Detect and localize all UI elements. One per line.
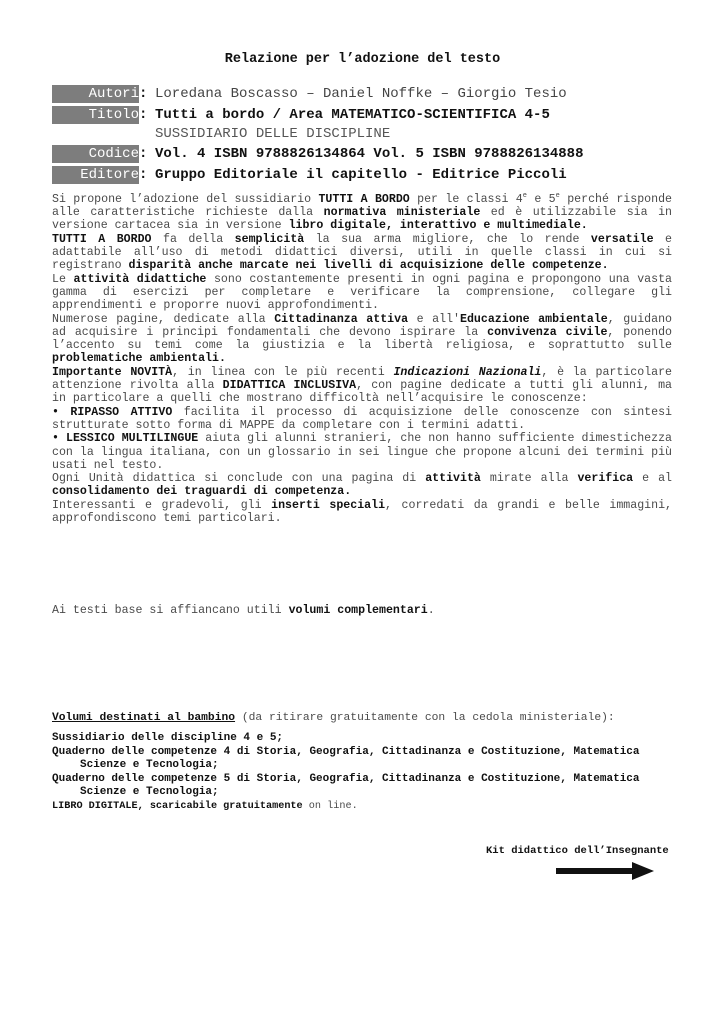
list-item: Sussidiario delle discipline 4 e 5; bbox=[52, 732, 284, 744]
paragraph-verification: Ogni Unità didattica si conclude con una pagina di attività mirate alla verifica e al consolidamento dei traguardi di competenza. bbox=[52, 472, 672, 499]
authors-label: Autori bbox=[52, 85, 139, 103]
page-title: Relazione per l’adozione del testo bbox=[224, 52, 501, 67]
paragraph-activities: Le attività didattiche sono costantemente presenti in ogni pagina e propongono una vasta gamma di esercizi per completare e verificare la comprensione, collegare gli apprendimenti e proporre nuovi approfondimenti. bbox=[52, 272, 673, 313]
list-item-continuation: Scienze e Tecnologia; bbox=[80, 786, 219, 799]
list-item: Quaderno delle competenze 5 di Storia, Geografia, Cittadinanza e Costituzione, Matematica bbox=[52, 772, 640, 785]
meta-row-authors bbox=[52, 83, 692, 104]
publisher-value: Gruppo Editoriale il capitello - Editrice Piccoli bbox=[155, 166, 567, 183]
complementary-volumes-note: Ai testi base si affiancano utili volumi complementari. bbox=[52, 604, 435, 617]
colon: : bbox=[139, 106, 148, 123]
title-value: Tutti a bordo / Area MATEMATICO-SCIENTIFICA 4-5 bbox=[155, 106, 550, 123]
colon: : bbox=[139, 85, 148, 102]
list-item-continuation: Scienze e Tecnologia; bbox=[80, 759, 219, 772]
code-label: Codice bbox=[52, 145, 139, 163]
body-text bbox=[52, 190, 672, 525]
list-item: LIBRO DIGITALE, scaricabile gratuitamente on line. bbox=[52, 800, 358, 812]
title-subtitle: SUSSIDIARIO DELLE DISCIPLINE bbox=[155, 126, 391, 142]
colon: : bbox=[139, 145, 148, 162]
paragraph-proposal: Si propone l’adozione del sussidiario TUTTI A BORDO per le classi 4e e 5e perché risponde alle caratteristiche richieste dalla normativa ministeriale ed è utilizzabile sia in versione cartacea sia in versione libro digitale, interattivo e multimediale. bbox=[52, 192, 672, 233]
title-label: Titolo bbox=[52, 106, 139, 124]
paragraph-novelty: Importante NOVITÀ, in linea con le più recenti Indicazioni Nazionali, è la particolare attenzione rivolta alla DIDATTICA INCLUSIVA, con pagine dedicate a tutti gli alunni, ma in particolare a quelli che mostrano difficoltà nell’acquisire le conoscenze: bbox=[52, 365, 673, 406]
meta-row-title-sub bbox=[52, 125, 692, 143]
meta-row-publisher bbox=[52, 164, 692, 185]
teacher-kit-label: Kit didattico dell’Insegnante bbox=[486, 845, 669, 857]
code-value: Vol. 4 ISBN 9788826134864 Vol. 5 ISBN 9788826134888 bbox=[155, 145, 584, 162]
meta-row-code bbox=[52, 143, 692, 164]
volumes-heading: Volumi destinati al bambino (da ritirare gratuitamente con la cedola ministeriale): bbox=[52, 712, 615, 724]
meta-row-title bbox=[52, 104, 692, 125]
colon: : bbox=[139, 166, 148, 183]
book-metadata bbox=[52, 83, 692, 185]
bullet-ripasso-attivo: • RIPASSO ATTIVO facilita il processo di acquisizione delle conoscenze con sintesi strutturate sotto forma di MAPPE da completare con i termini adatti. bbox=[52, 405, 673, 432]
paragraph-citizenship: Numerose pagine, dedicate alla Cittadinanza attiva e all'Educazione ambientale, guidano ad acquisire i principi fondamentali che devono ispirare la convivenza civile, ponendo l’accento su temi come la giustizia e la libertà religiosa, e soprattutto sulle problematiche ambientali. bbox=[52, 312, 672, 366]
paragraph-simplicity: TUTTI A BORDO fa della semplicità la sua arma migliore, che lo rende versatile e adattabile all’uso di metodi didattici diversi, utili in quelle classi in cui si registrano disparità anche marcate nei livelli di acquisizione delle competenze. bbox=[52, 232, 672, 273]
authors-value: Loredana Boscasso – Daniel Noffke – Giorgio Tesio bbox=[155, 85, 567, 102]
paragraph-special-inserts: Interessanti e gradevoli, gli inserti speciali, corredati da grandi e belle immagini, approfondiscono temi particolari. bbox=[52, 498, 672, 525]
right-arrow-icon bbox=[556, 862, 656, 880]
bullet-lessico-multilingue: • LESSICO MULTILINGUE aiuta gli alunni stranieri, che non hanno sufficiente dimestichezza con la lingua italiana, con un glossario in sei lingue che propone alcuni dei termini più usati nel testo. bbox=[52, 432, 672, 472]
volumes-list bbox=[52, 732, 672, 814]
publisher-label: Editore bbox=[52, 166, 139, 184]
list-item: Quaderno delle competenze 4 di Storia, Geografia, Cittadinanza e Costituzione, Matematica bbox=[52, 745, 640, 758]
